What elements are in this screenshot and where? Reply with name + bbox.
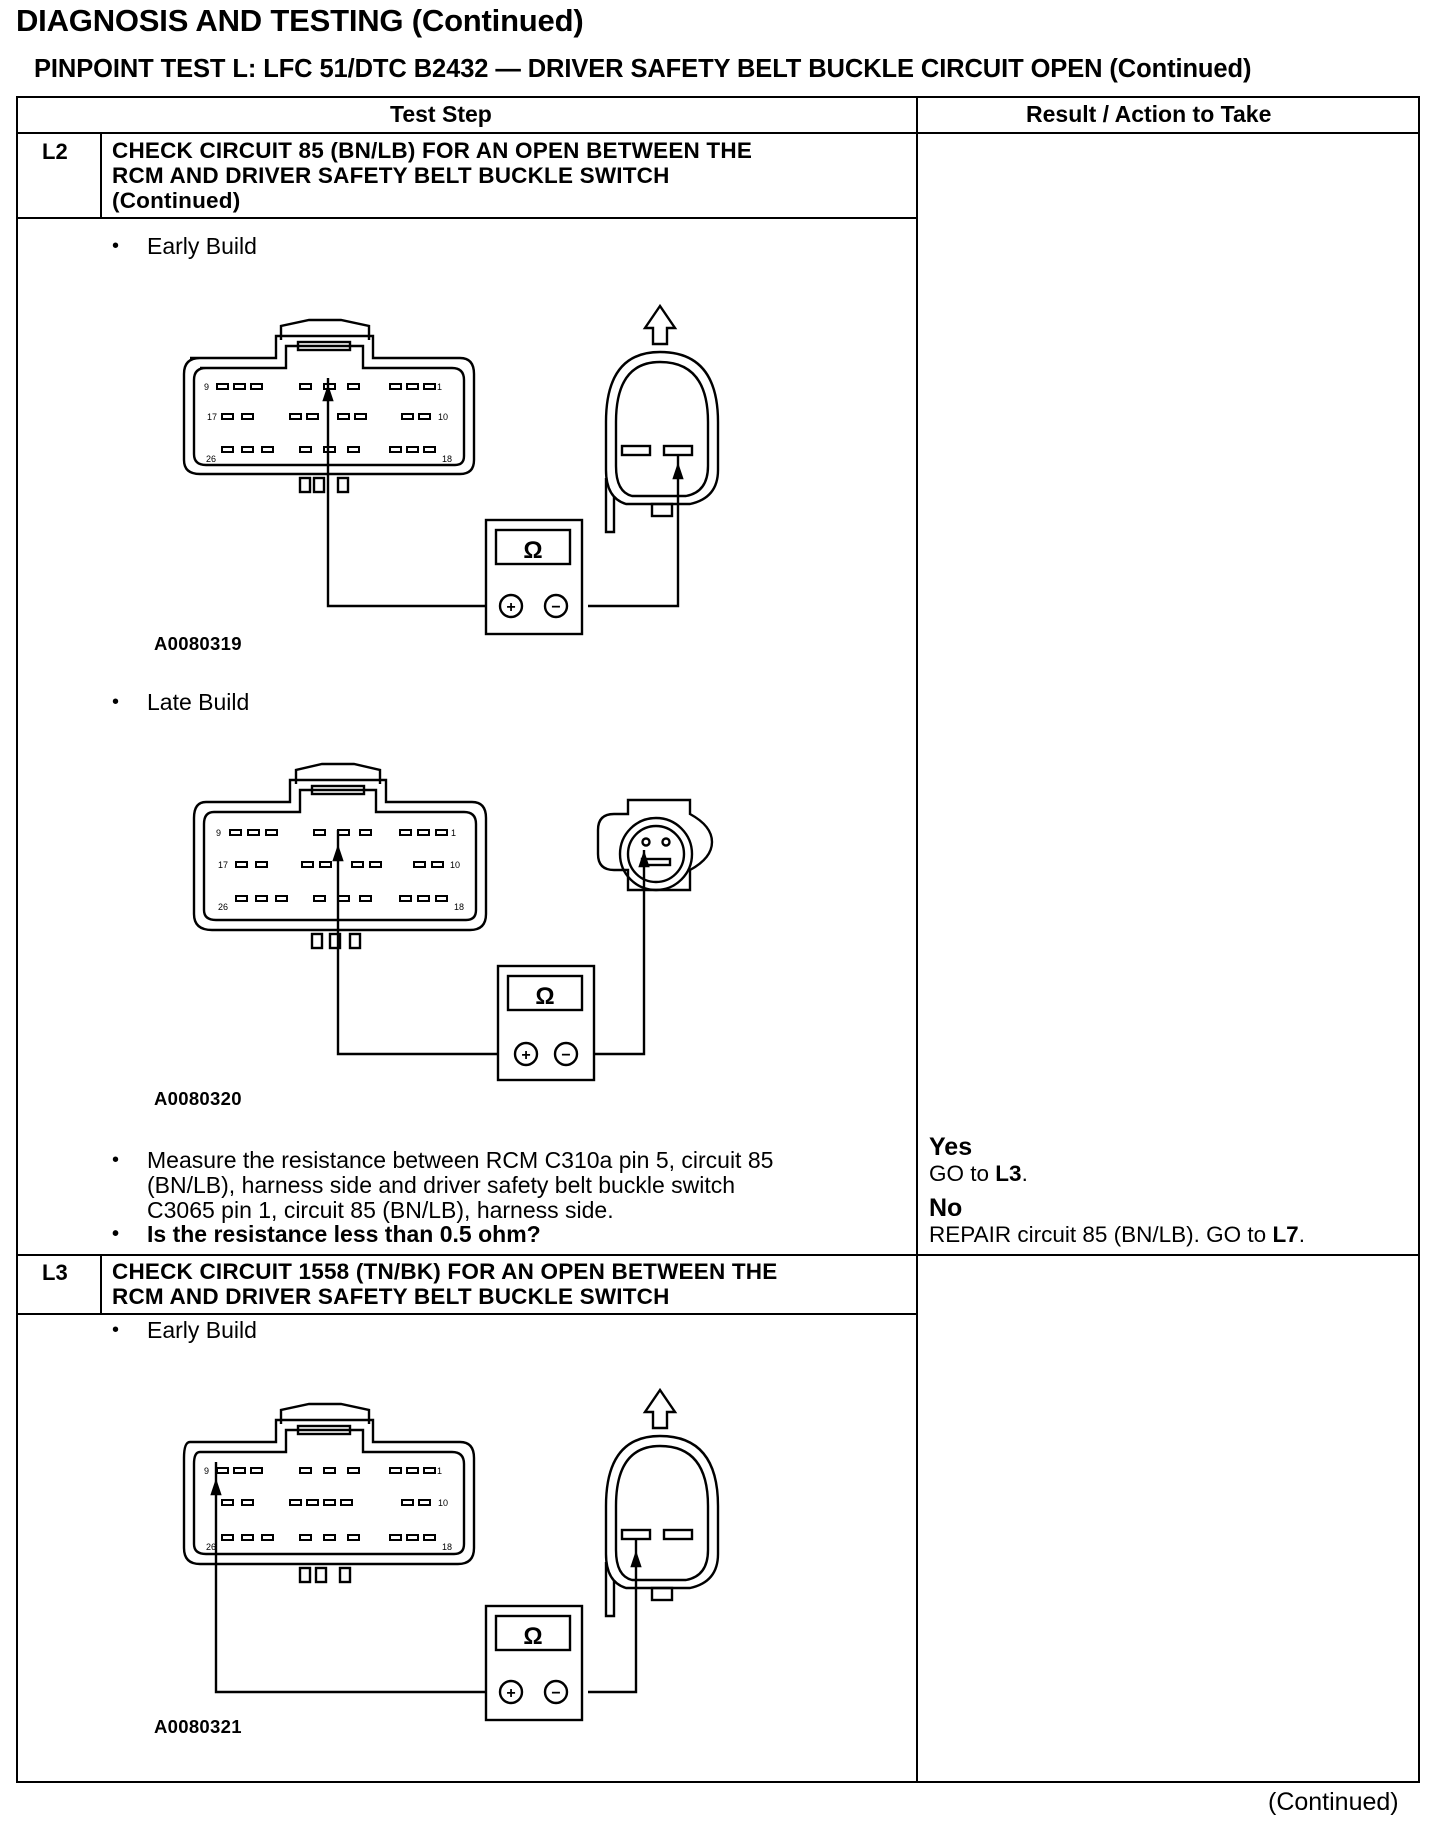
- bullet-early-build-l2: • Early Build: [112, 233, 257, 259]
- plus-terminal-icon: +: [521, 1047, 531, 1064]
- link-step-l7[interactable]: L7: [1272, 1222, 1299, 1247]
- column-header-result: Result / Action to Take: [1026, 101, 1272, 127]
- measure-line: Measure the resistance between RCM C310a pin 5, circuit 85: [147, 1147, 774, 1173]
- pin-label: 18: [442, 454, 453, 464]
- minus-terminal-icon: −: [551, 1685, 561, 1702]
- pin-label: 26: [206, 454, 217, 464]
- result-yes-action: GO to L3.: [929, 1161, 1028, 1186]
- result-yes-label: Yes: [929, 1133, 973, 1161]
- pin-label: 1: [451, 828, 457, 838]
- minus-terminal-icon: −: [551, 599, 561, 616]
- result-no-action: REPAIR circuit 85 (BN/LB). GO to L7.: [929, 1222, 1305, 1247]
- pin-label: 1: [437, 1466, 443, 1476]
- bullet-icon: •: [112, 691, 120, 713]
- bullet-icon: •: [112, 235, 120, 257]
- pin-label: 18: [454, 902, 465, 912]
- pin-label: 9: [216, 828, 222, 838]
- step-title-line: CHECK CIRCUIT 85 (BN/LB) FOR AN OPEN BETWEEN THE: [112, 138, 753, 163]
- plus-terminal-icon: +: [506, 599, 516, 616]
- step-title-line: CHECK CIRCUIT 1558 (TN/BK) FOR AN OPEN BETWEEN THE: [112, 1259, 778, 1284]
- measure-line: C3065 pin 1, circuit 85 (BN/LB), harness side.: [147, 1197, 614, 1223]
- pin-label: 26: [218, 902, 229, 912]
- ohm-symbol: Ω: [523, 1623, 543, 1650]
- bullet-early-build-l3: • Early Build: [112, 1317, 257, 1343]
- pin-label: 10: [450, 860, 461, 870]
- step-id-l3: L3: [42, 1260, 68, 1285]
- pin-label: 9: [204, 382, 210, 392]
- pin-label: 10: [438, 1498, 449, 1508]
- bullet-icon: •: [112, 1319, 120, 1341]
- pin-label: 18: [442, 1542, 453, 1552]
- pin-label: 26: [206, 1542, 217, 1552]
- ohm-symbol: Ω: [523, 537, 543, 564]
- figure-id-a0080321: A0080321: [154, 1716, 242, 1737]
- step-title-line: RCM AND DRIVER SAFETY BELT BUCKLE SWITCH: [112, 163, 670, 188]
- pin-label: 17: [218, 860, 229, 870]
- step-title-line: (Continued): [112, 188, 241, 213]
- plus-terminal-icon: +: [506, 1685, 516, 1702]
- column-header-test-step: Test Step: [390, 101, 492, 127]
- figure-id-a0080320: A0080320: [154, 1088, 242, 1109]
- bullet-icon: •: [112, 1223, 120, 1245]
- bullet-question-l2: • Is the resistance less than 0.5 ohm?: [112, 1221, 541, 1247]
- pin-label: 9: [204, 1466, 210, 1476]
- step-id-l2: L2: [42, 139, 68, 164]
- ohm-symbol: Ω: [535, 983, 555, 1010]
- figure-id-a0080319: A0080319: [154, 633, 242, 654]
- continued-note: (Continued): [1268, 1788, 1399, 1816]
- link-step-l3[interactable]: L3: [995, 1161, 1022, 1186]
- bullet-late-build-l2: • Late Build: [112, 689, 250, 715]
- result-no-label: No: [929, 1194, 963, 1222]
- measure-line: (BN/LB), harness side and driver safety belt buckle switch: [147, 1172, 736, 1198]
- pin-label: 10: [438, 412, 449, 422]
- pin-label: 1: [437, 382, 443, 392]
- minus-terminal-icon: −: [561, 1047, 571, 1064]
- bullet-icon: •: [112, 1149, 120, 1171]
- pin-label: 17: [207, 412, 218, 422]
- pinpoint-test-title: PINPOINT TEST L: LFC 51/DTC B2432 — DRIVER SAFETY BELT BUCKLE CIRCUIT OPEN (Continued): [34, 55, 1252, 83]
- step-title-line: RCM AND DRIVER SAFETY BELT BUCKLE SWITCH: [112, 1284, 670, 1309]
- page-title: DIAGNOSIS AND TESTING (Continued): [16, 3, 584, 38]
